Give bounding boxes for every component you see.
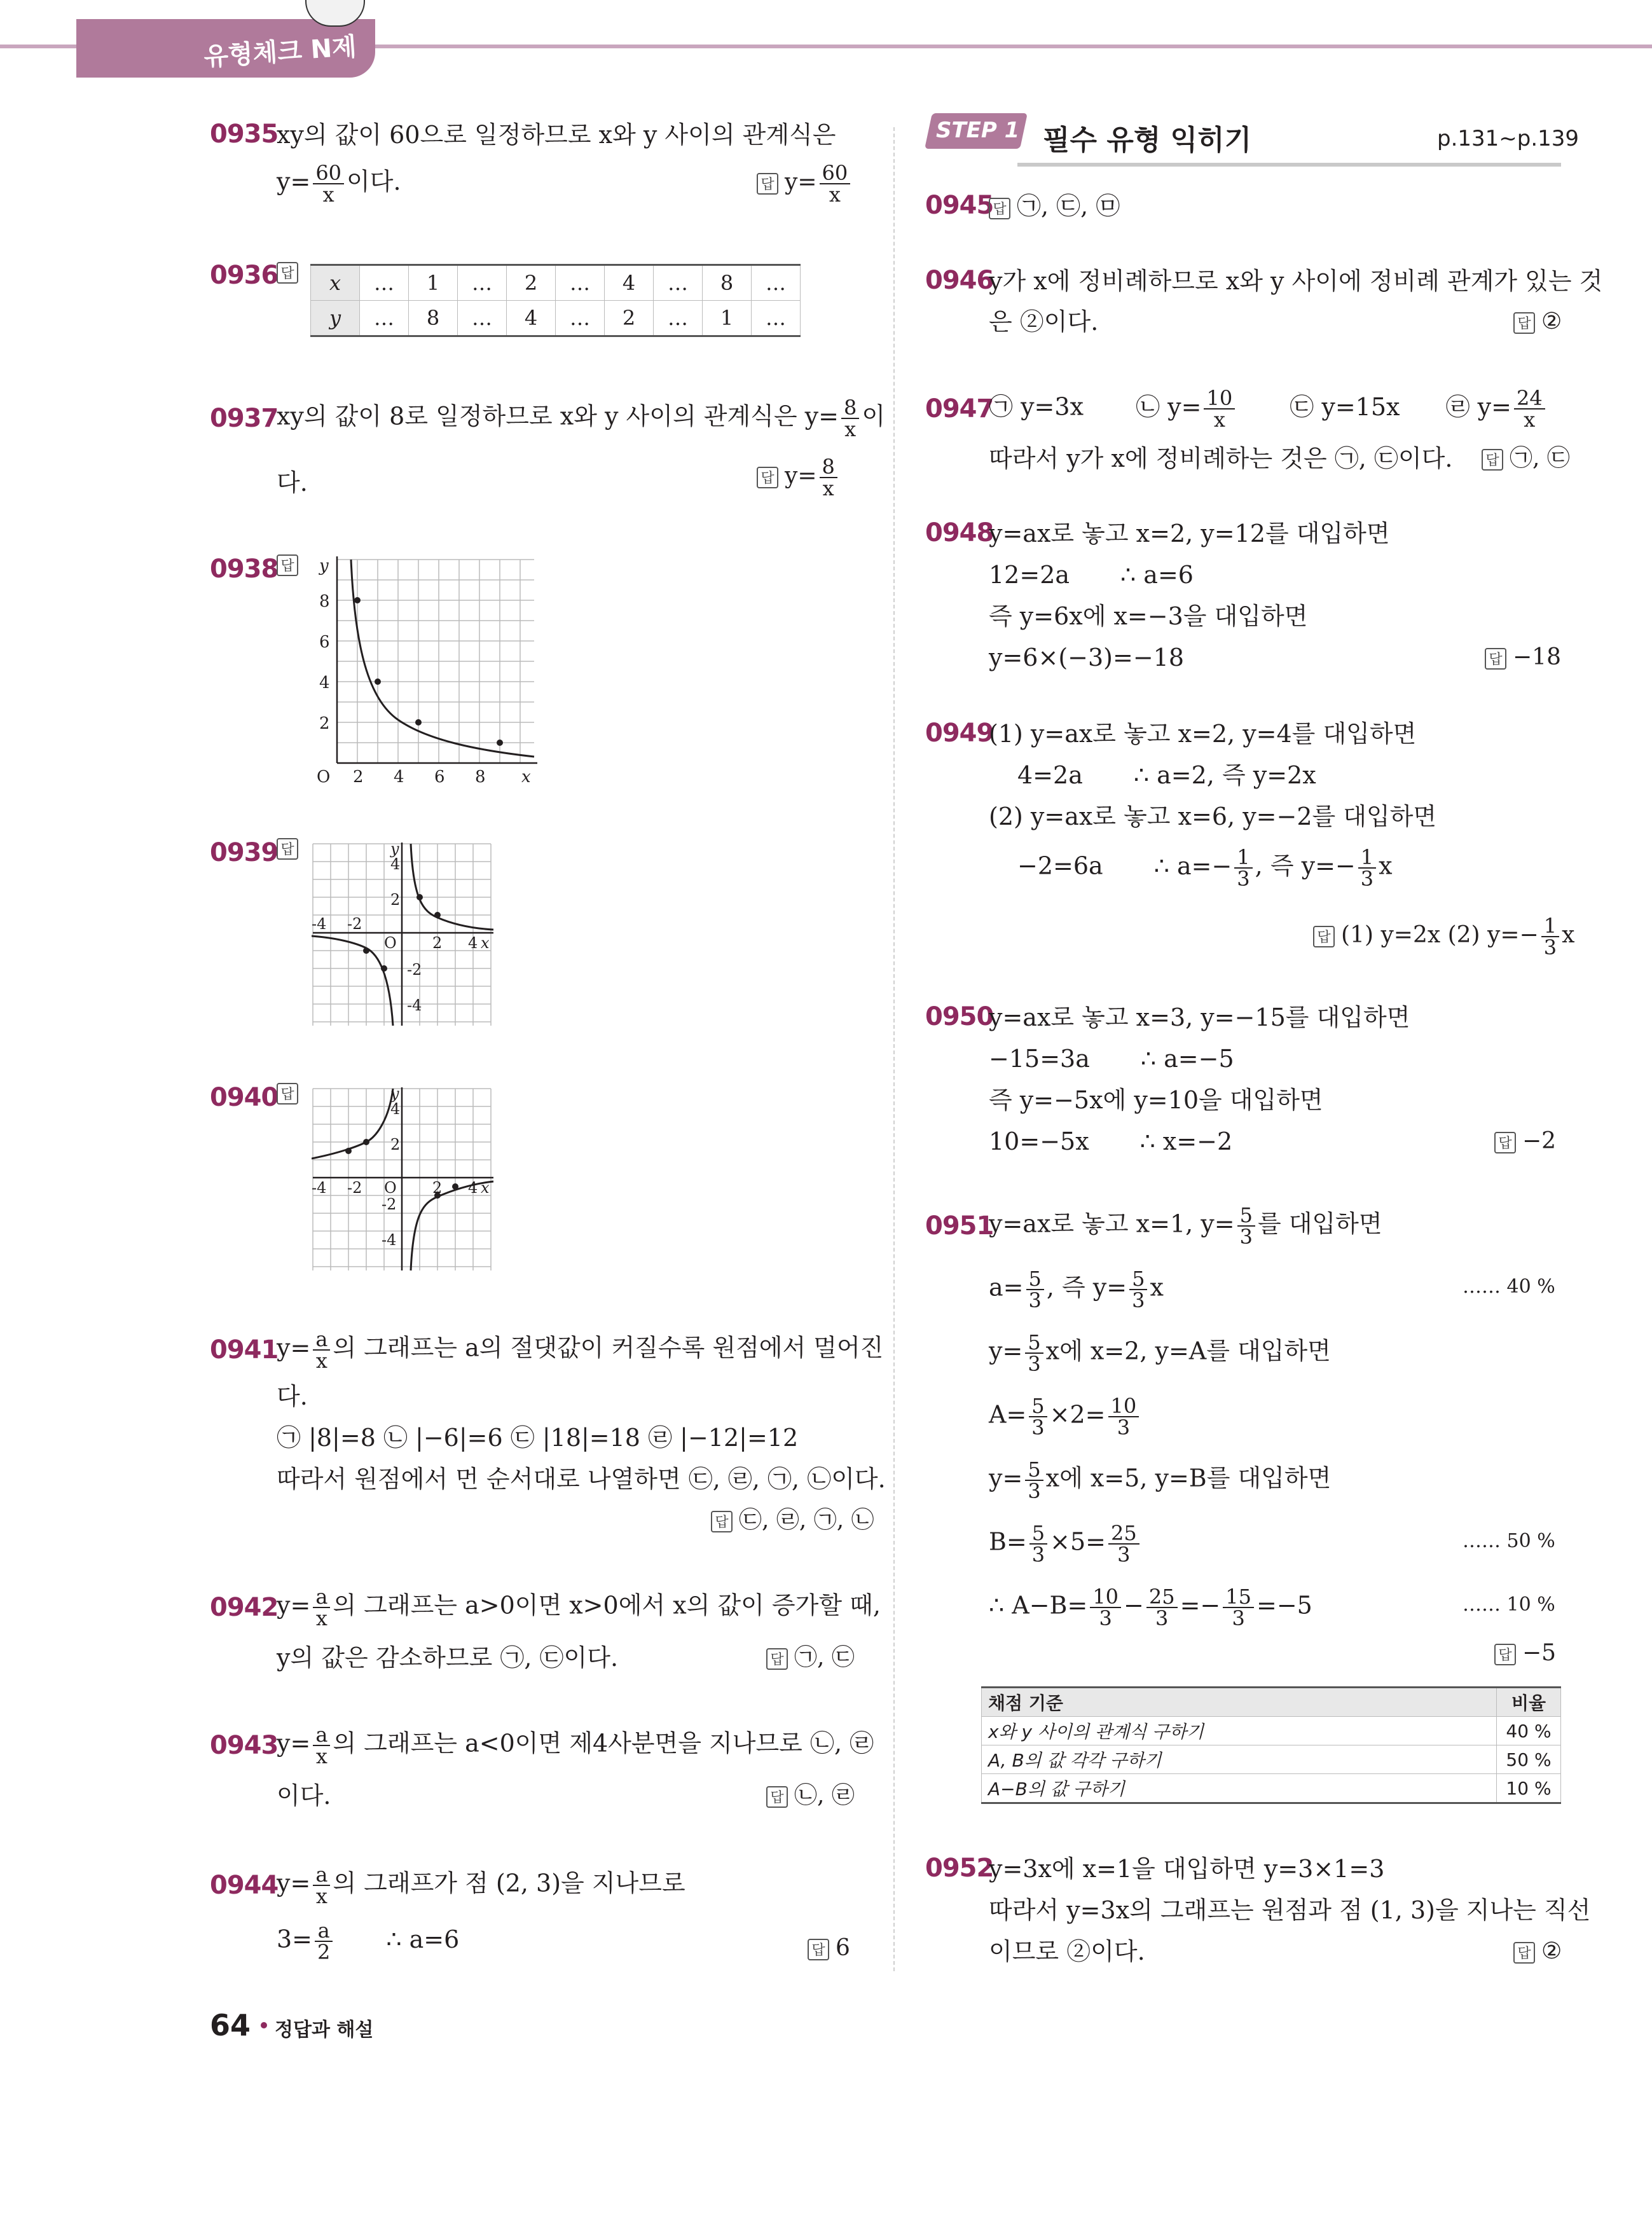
y-tick: 8: [319, 592, 330, 611]
solution-text: 3= $\frac{a}{2}$ ∴ a=6: [277, 1918, 460, 1964]
y-tick: 2: [390, 891, 401, 909]
problem-number: 0937: [210, 404, 279, 433]
y-tick: 2: [390, 1136, 401, 1153]
solution-text: 따라서 y=3x의 그래프는 원점과 점 (1, 3)을 지나는 직선: [989, 1896, 1591, 1924]
column-divider: [893, 127, 895, 1971]
y-tick: 6: [319, 633, 330, 652]
table-cell: 2: [605, 301, 654, 336]
answer-mark: 답: [757, 467, 778, 488]
table-cell: 8: [703, 265, 752, 301]
problem-number: 0942: [210, 1593, 279, 1622]
table-cell: 2: [507, 265, 556, 301]
answer-mark: 답: [277, 838, 298, 860]
problem-number: 0952: [925, 1854, 994, 1883]
answer: 답 −5: [1494, 1638, 1556, 1669]
table-cell: 4: [605, 265, 654, 301]
graph-0939: [312, 843, 496, 1027]
solution-text: y= $\frac{a}{x}$ 의 그래프는 a<0이면 제4사분면을 지나므로 ㉡, ㉣: [277, 1723, 874, 1768]
answer: 답 ②: [1513, 306, 1562, 337]
problem-number: 0940: [210, 1083, 279, 1112]
answer-mark: 답: [1494, 1132, 1516, 1153]
solution-text: ∴ A−B= $\frac{10}{3}$ − $\frac{25}{3}$ =− $\frac{15}{3}$ =−5: [989, 1585, 1312, 1630]
problem-number: 0935: [210, 120, 279, 149]
answer: 답 6: [808, 1933, 850, 1964]
answer: 답 −18: [1485, 642, 1561, 673]
ratio-header: 비율: [1497, 1688, 1561, 1717]
answer-mark: 답: [277, 554, 298, 576]
y-axis-label: y: [390, 843, 399, 858]
table-cell: …: [752, 265, 801, 301]
solution-text: 즉 y=6x에 x=−3을 대입하면: [989, 602, 1308, 630]
score-percent: …… 40 %: [1463, 1276, 1555, 1298]
y-tick: -2: [382, 1195, 397, 1213]
header-section-label: 유형체크 N제: [202, 32, 358, 72]
solution-text: (2) y=ax로 놓고 x=6, y=−2를 대입하면: [989, 802, 1437, 830]
graph-0938: [312, 553, 540, 788]
criteria-cell: A−B의 값 구하기: [982, 1774, 1497, 1803]
x-axis-label: x: [481, 934, 490, 952]
y-tick: -4: [382, 1231, 397, 1249]
problem-number: 0947: [925, 394, 994, 423]
criteria-header: 채점 기준: [982, 1688, 1497, 1717]
x-axis-label: x: [521, 767, 531, 787]
origin-label: O: [384, 934, 397, 952]
answer-mark: 답: [766, 1786, 788, 1808]
table-cell: …: [458, 265, 507, 301]
x-tick: 2: [353, 767, 364, 787]
answer-mark: 답: [1513, 1942, 1535, 1964]
ratio-cell: 50 %: [1497, 1745, 1561, 1774]
answer-mark: 답: [766, 1648, 788, 1670]
solution-text: B= $\frac{5}{3}$ ×5= $\frac{25}{3}$: [989, 1523, 1142, 1565]
table-cell: 1: [703, 301, 752, 336]
solution-text: 4=2a ∴ a=2, 즉 y=2x: [1017, 761, 1316, 789]
x-tick: 2: [432, 1179, 443, 1197]
problem-number: 0939: [210, 838, 279, 867]
table-cell: …: [654, 265, 703, 301]
table-cell: x: [311, 265, 360, 301]
solution-text: y=6×(−3)=−18: [989, 644, 1185, 671]
ratio-cell: 40 %: [1497, 1717, 1561, 1745]
solution-text: 12=2a ∴ a=6: [989, 561, 1194, 589]
answer-mark: 답: [1313, 926, 1335, 947]
y-tick: -2: [407, 961, 422, 979]
scoring-criteria-table: [981, 1686, 1561, 1804]
step-title: 필수 유형 익히기: [1043, 124, 1252, 156]
problem-number: 0946: [925, 266, 994, 295]
problem-number: 0945: [925, 191, 994, 220]
x-tick: -2: [347, 915, 362, 933]
x-tick: -2: [347, 1179, 362, 1197]
step-pages: p.131~p.139: [1437, 126, 1580, 151]
solution-text: y=ax로 놓고 x=3, y=−15를 대입하면: [989, 1003, 1410, 1031]
x-tick: -4: [312, 1179, 327, 1197]
table-cell: …: [556, 301, 605, 336]
problem-number: 0938: [210, 554, 279, 584]
x-tick: 2: [432, 934, 443, 952]
y-axis-label: y: [319, 556, 329, 575]
answer: 답 ㉠, ㉢, ㉤: [989, 191, 1120, 221]
answer: 답 y= $\frac{8}{x}$: [757, 457, 840, 499]
answer-mark: 답: [757, 173, 778, 195]
answer: 답 ㉡, ㉣: [766, 1780, 855, 1811]
problem-number: 0941: [210, 1335, 279, 1365]
table-cell: 8: [409, 301, 458, 336]
ratio-cell: 10 %: [1497, 1774, 1561, 1803]
solution-text: xy의 값이 8로 일정하므로 x와 y 사이의 관계식은 y= $\frac{8}{x}$ 이: [277, 396, 886, 441]
x-tick: -4: [312, 915, 327, 933]
table-cell: …: [654, 301, 703, 336]
solution-text: 따라서 y가 x에 정비례하는 것은 ㉠, ㉢이다.: [989, 444, 1453, 472]
y-tick: 4: [390, 855, 401, 873]
solution-text: y의 값은 감소하므로 ㉠, ㉢이다.: [277, 1644, 619, 1672]
table-cell: y: [311, 301, 360, 336]
x-tick: 8: [475, 767, 486, 787]
solution-text: y= $\frac{5}{3}$ x에 x=2, y=A를 대입하면: [989, 1330, 1331, 1376]
x-tick: 6: [434, 767, 445, 787]
solution-text: A= $\frac{5}{3}$ ×2= $\frac{10}{3}$: [989, 1396, 1141, 1438]
solution-text: y= $\frac{5}{3}$ x에 x=5, y=B를 대입하면: [989, 1457, 1332, 1503]
solution-text: ㉠ |8|=8 ㉡ |−6|=6 ㉢ |18|=18 ㉣ |−12|=12: [277, 1424, 799, 1452]
score-percent: …… 50 %: [1463, 1530, 1555, 1552]
answer: 답 ㉠, ㉢: [766, 1642, 855, 1673]
solution-text: y=ax로 놓고 x=1, y= $\frac{5}{3}$ 를 대입하면: [989, 1203, 1382, 1249]
problem-number: 0948: [925, 518, 994, 547]
answer-mark: 답: [277, 262, 298, 284]
table-cell: …: [556, 265, 605, 301]
solution-text: 이다.: [277, 1782, 331, 1810]
criteria-cell: A, B의 값 각각 구하기: [982, 1745, 1497, 1774]
problem-number: 0950: [925, 1002, 994, 1031]
y-tick: 2: [319, 714, 330, 733]
x-tick: 4: [394, 767, 404, 787]
problem-number: 0936: [210, 261, 279, 290]
answer-mark: 답: [277, 1083, 298, 1105]
step-badge-label: STEP 1: [936, 118, 1020, 143]
answer-mark: 답: [1482, 449, 1503, 471]
solution-text: y= $\frac{a}{x}$ 의 그래프가 점 (2, 3)을 지나므로: [277, 1862, 685, 1908]
answer: 답 y= $\frac{60}{x}$: [757, 163, 853, 205]
y-tick: 4: [319, 673, 330, 692]
table-cell: …: [458, 301, 507, 336]
solution-text: 10=−5x ∴ x=−2: [989, 1127, 1233, 1155]
origin-label: O: [384, 1179, 397, 1197]
solution-text: 다.: [277, 1382, 308, 1410]
problem-number: 0943: [210, 1731, 279, 1760]
y-axis-label: y: [390, 1087, 399, 1103]
solution-text: y= $\frac{60}{x}$ 이다.: [277, 161, 401, 207]
solution-text: 은 ②이다.: [989, 308, 1099, 336]
answer: 답 (1) y=2x (2) y=− $\frac{1}{3}$ x: [1313, 916, 1574, 958]
y-tick: -4: [407, 996, 422, 1014]
table-cell: 1: [409, 265, 458, 301]
problem-number: 0949: [925, 719, 994, 748]
table-cell: 4: [507, 301, 556, 336]
solution-text: 다.: [277, 469, 308, 497]
x-tick: 4: [468, 1179, 478, 1197]
answer-mark: 답: [711, 1511, 733, 1532]
solution-text: y가 x에 정비례하므로 x와 y 사이에 정비례 관계가 있는 것: [989, 267, 1603, 295]
y-tick: 4: [390, 1100, 401, 1118]
solution-text: 따라서 원점에서 먼 순서대로 나열하면 ㉢, ㉣, ㉠, ㉡이다.: [277, 1465, 886, 1493]
answer-mark: 답: [1485, 648, 1506, 670]
problem-number: 0951: [925, 1211, 994, 1241]
solution-text: xy의 값이 60으로 일정하므로 x와 y 사이의 관계식은: [277, 121, 836, 149]
table-cell: …: [752, 301, 801, 336]
solution-text: −2=6a ∴ a=− $\frac{1}{3}$ , 즉 y=− $\frac{1}{3}$ x: [1017, 845, 1393, 891]
problem-number: 0944: [210, 1871, 279, 1900]
answer-mark: 답: [808, 1939, 829, 1960]
solution-text: (1) y=ax로 놓고 x=2, y=4를 대입하면: [989, 720, 1417, 748]
score-percent: …… 10 %: [1463, 1593, 1555, 1616]
solution-text: a= $\frac{5}{3}$ , 즉 y= $\frac{5}{3}$ x: [989, 1267, 1164, 1312]
x-tick: 4: [468, 934, 478, 952]
table-cell: …: [360, 265, 409, 301]
answer-mark: 답: [1494, 1644, 1516, 1665]
solution-text: ㉠ y=3x ㉡ y= $\frac{10}{x}$ ㉢ y=15x ㉣ y= $\frac{24}{x}$: [989, 388, 1548, 430]
page-number: 64: [210, 2008, 251, 2042]
value-table: [310, 264, 801, 337]
origin-label: O: [317, 767, 331, 787]
answer: 답 ㉠, ㉢: [1482, 443, 1570, 474]
answer: 답 ②: [1513, 1936, 1562, 1967]
solution-text: y= $\frac{a}{x}$ 의 그래프는 a>0이면 x>0에서 x의 값이 증가할 때,: [277, 1585, 881, 1630]
answer-mark: 답: [989, 198, 1010, 219]
solution-text: y=3x에 x=1을 대입하면 y=3×1=3: [989, 1855, 1385, 1883]
solution-text: −15=3a ∴ a=−5: [989, 1045, 1234, 1073]
graph-0940: [312, 1087, 496, 1272]
x-axis-label: x: [481, 1179, 490, 1197]
table-cell: …: [360, 301, 409, 336]
page-label: 정답과 해설: [275, 2019, 374, 2041]
solution-text: y= $\frac{a}{x}$ 의 그래프는 a의 절댓값이 커질수록 원점에서 멀어진: [277, 1327, 884, 1373]
footer-dot-icon: [261, 2022, 267, 2028]
criteria-cell: x와 y 사이의 관계식 구하기: [982, 1717, 1497, 1745]
solution-text: y=ax로 놓고 x=2, y=12를 대입하면: [989, 520, 1390, 547]
solution-text: 이므로 ②이다.: [989, 1937, 1145, 1965]
step-underline: [1017, 163, 1561, 167]
answer: 답 −2: [1494, 1126, 1556, 1157]
answer-mark: 답: [1513, 312, 1535, 334]
solution-text: 즉 y=−5x에 y=10을 대입하면: [989, 1086, 1323, 1114]
answer: 답 ㉢, ㉣, ㉠, ㉡: [711, 1505, 874, 1536]
